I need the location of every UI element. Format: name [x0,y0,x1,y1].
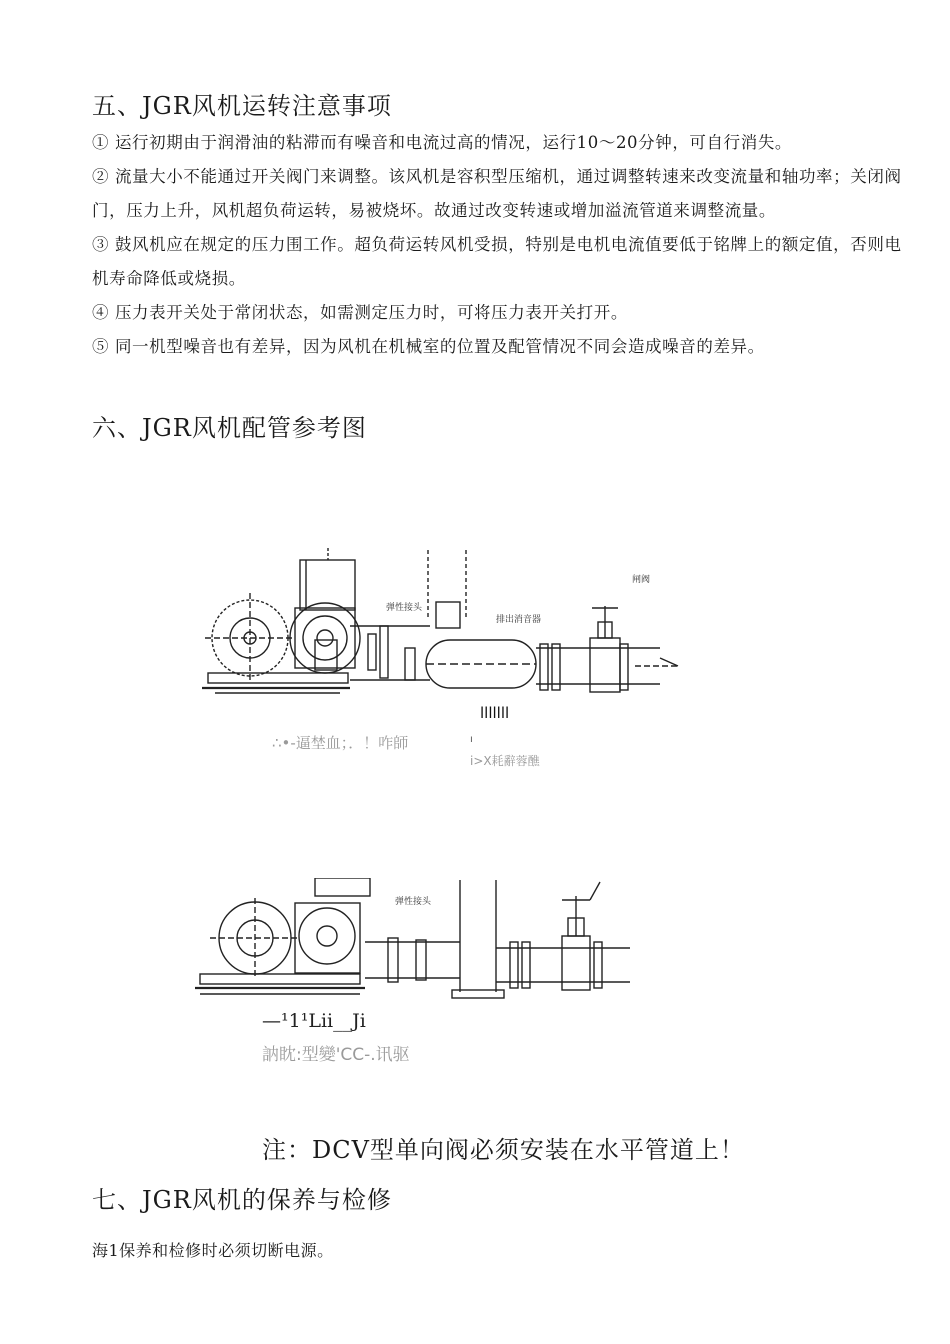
section5-list [92,126,912,364]
mark-text: lllllll [480,704,510,718]
list-item: ③ 鼓风机应在规定的压力围工作。超负荷运转风机受损，特别是电机电流值要低于铭牌上的额定值，否则电机寿命降低或烧损。 [92,235,902,288]
section7-heading: 七、JGR风机的保养与检修 [92,1186,392,1214]
section7-first-line: 海1保养和检修时必须切断电源。 [92,1241,334,1260]
piping-diagram-2 [190,878,660,1008]
figure1-caption-left: ∴•-逼埜血；．！咋師 [272,734,409,752]
label-flex-joint: 弹性接头 [395,897,432,907]
list-item: ① 运行初期由于润滑油的粘滞而有噪音和电流过高的情况，运行10～20分钟，可自行消失。 [92,133,793,152]
label-flex-joint: 弹性接头 [386,603,423,613]
piping-diagram-1 [200,548,690,718]
figure1-caption-mark: ı [470,734,473,745]
list-item: ④ 压力表开关处于常闭状态，如需测定压力时，可将压力表开关打开。 [92,303,628,322]
list-item: ② 流量大小不能通过开关阀门来调整。该风机是容积型压缩机，通过调整转速来改变流量和轴功率；关闭阀门，压力上升，风机超负荷运转，易被烧坏。故通过改变转速或增加溢流管道来调整流量。 [92,167,902,220]
figure2-caption-grey: 訥眈:型變'CC-.讯驱 [262,1045,410,1065]
section5-heading: 五、JGR风机运转注意事项 [92,92,392,120]
figure1-caption-right: i>X耗辭蓉醮 [470,754,540,768]
note-text: 注：DCV型单向阀必须安装在水平管道上！ [262,1136,745,1164]
label-gate-valve: 闸阀 [632,575,651,585]
label-silencer: 排出消音器 [496,615,542,625]
figure2-caption-dark: —¹1¹Lii__Ji [262,1010,366,1032]
section6-heading: 六、JGR风机配管参考图 [92,414,367,442]
list-item: ⑤ 同一机型噪音也有差异，因为风机在机械室的位置及配管情况不同会造成噪音的差异。 [92,337,765,356]
